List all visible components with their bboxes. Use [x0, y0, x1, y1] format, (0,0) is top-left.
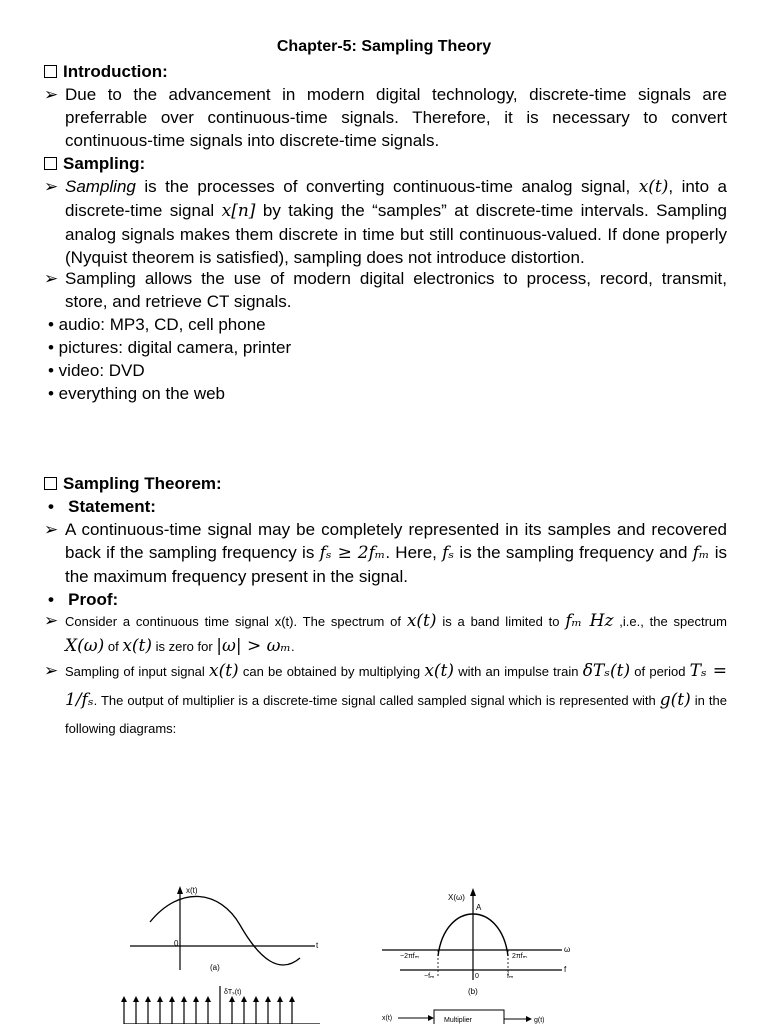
list-item: • pictures: digital camera, printer [48, 338, 292, 357]
sampling-text-1c: by taking the “samples” at discrete-time intervals. Sampling analog signals makes them discrete in time but still continuous-valued. If done properly (Nyquist theorem is satisfied), sampling does not introduce distortion. [65, 201, 727, 267]
arrowhead-icon [428, 1015, 434, 1021]
arrowhead-icon [193, 996, 199, 1002]
sampling-heading [44, 152, 145, 175]
arrow-bullet-icon: ➢ [44, 177, 59, 196]
theorem-heading-text: Sampling Theorem: [63, 474, 222, 493]
arrowhead-icon [169, 996, 175, 1002]
statement-text-b: . Here, [385, 543, 443, 562]
proof1-c: ,i.e., the spectrum [613, 614, 727, 629]
proof1-b: is a band limited to [436, 614, 566, 629]
figure-b-origin: 0 [475, 973, 479, 980]
proof-paragraph-1 [44, 609, 727, 659]
proof-text-2 [65, 657, 727, 743]
dot-bullet-icon: • [48, 497, 54, 516]
proof-label-text: Proof: [68, 590, 119, 609]
checkbox-bullet-icon [44, 477, 57, 490]
figure-b-f-label: f [564, 965, 567, 974]
arrowhead-icon [289, 996, 295, 1002]
math-nyquist: fₛ ≥ 2fₘ [319, 543, 386, 563]
proof-text-1 [65, 609, 727, 659]
arrow-bullet-icon: ➢ [44, 661, 59, 680]
proof2-f: in the following diagrams: [65, 693, 728, 736]
math-gt: g(t) [659, 690, 691, 710]
arrowhead-icon [229, 996, 235, 1002]
math-xt: x(t) [638, 177, 669, 197]
statement-text-d: is the maximum frequency present in the signal. [65, 543, 727, 586]
figure-d-output-label: g(t) [534, 1017, 545, 1024]
list-item: • video: DVD [48, 361, 145, 380]
arrowhead-icon [181, 996, 187, 1002]
sampling-diagrams [110, 880, 630, 1024]
introduction-heading-text: Introduction: [63, 62, 168, 81]
proof1-d: of [104, 639, 123, 654]
figure-a [130, 886, 319, 972]
figure-c-label: δTₛ(t) [224, 989, 242, 996]
statement-label [48, 495, 156, 518]
proof2-e: . The output of multiplier is a discrete-time signal called sampled signal which is represented with [93, 693, 660, 708]
figure-d-block-label: Multiplier [444, 1017, 473, 1024]
introduction-heading [44, 60, 168, 83]
math-omega-bound: |ω| > ωₘ [216, 636, 291, 656]
statement-text [65, 518, 727, 588]
arrow-bullet-icon: ➢ [44, 85, 59, 104]
math-xt: x(t) [209, 661, 239, 681]
math-xt: x(t) [122, 636, 152, 656]
list-item: • everything on the web [48, 384, 226, 403]
figure-b-left-label: −2πfₘ [400, 953, 420, 960]
statement-paragraph [44, 518, 727, 588]
sampling-text-1b: , into a discrete-time signal [65, 177, 727, 220]
arrowhead-icon [265, 996, 271, 1002]
proof2-d: of period [630, 664, 690, 679]
arrowhead-icon [133, 996, 139, 1002]
figure-a-waveform [150, 896, 300, 965]
figure-b-caption: (b) [468, 987, 478, 996]
proof-paragraph-2 [44, 657, 727, 741]
proof1-a: Consider a continuous time signal x(t). The spectrum of [65, 614, 407, 629]
proof1-f: . [290, 639, 295, 654]
proof1-e: is zero for [152, 639, 217, 654]
arrow-bullet-icon: ➢ [44, 520, 59, 539]
sampling-text-1 [65, 175, 727, 269]
arrowhead-icon [145, 996, 151, 1002]
figure-b-peak: A [476, 903, 482, 912]
math-xt: x(t) [424, 661, 455, 681]
proof2-a: Sampling of input signal [65, 664, 209, 679]
arrowhead-icon [253, 996, 259, 1002]
figure-b-right-label: 2πfₘ [512, 953, 528, 960]
math-period: Tₛ = 1/fₛ [65, 661, 727, 710]
arrowhead-icon [470, 888, 476, 896]
figure-b-ylabel: X(ω) [448, 893, 465, 902]
figure-b-fleft-label: −fₘ [424, 973, 435, 980]
arrowhead-icon [177, 886, 183, 894]
sampling-paragraph-1 [44, 175, 727, 267]
diagram-svg [110, 880, 630, 1024]
figure-c [121, 986, 320, 1024]
math-fm-hz: fₘ Hz [565, 611, 614, 631]
checkbox-bullet-icon [44, 65, 57, 78]
math-X-omega: X(ω) [65, 636, 105, 656]
arrowhead-icon [241, 996, 247, 1002]
introduction-text: Due to the advancement in modern digital technology, discrete-time signals are preferrable over continuous-time signals. Therefore, it is necessary to convert continuous-time signals into discrete-time signals. [65, 85, 727, 150]
page-title: Chapter-5: Sampling Theory [276, 38, 492, 55]
arrow-bullet-icon: ➢ [44, 269, 59, 288]
math-impulse-train: δTₛ(t) [582, 661, 631, 681]
introduction-paragraph [44, 83, 727, 153]
figure-b-fright-label: fₘ [507, 973, 514, 980]
proof2-b: can be obtained by multiplying [238, 664, 425, 679]
figure-d [382, 1010, 545, 1024]
list-item: • audio: MP3, CD, cell phone [48, 315, 266, 334]
theorem-heading [44, 472, 222, 495]
arrowhead-icon [526, 1016, 532, 1022]
sampling-text-1a: is the processes of converting continuous-time analog signal, [135, 177, 639, 196]
math-xt: x(t) [406, 611, 437, 631]
sampling-paragraph-2 [44, 267, 727, 313]
sampling-text-2: Sampling allows the use of modern digital electronics to process, record, transmit, store, and retrieve CT signals. [65, 269, 727, 311]
proof2-c: with an impulse train [454, 664, 583, 679]
figure-b [382, 888, 570, 996]
sampling-emphasis: Sampling [65, 177, 136, 196]
dot-bullet-icon: • [48, 590, 54, 609]
arrowhead-icon [205, 996, 211, 1002]
statement-label-text: Statement: [68, 497, 156, 516]
figure-a-ylabel: x(t) [186, 886, 198, 895]
sampling-heading-text: Sampling: [63, 154, 146, 173]
arrowhead-icon [121, 996, 127, 1002]
figure-a-caption: (a) [210, 963, 220, 972]
statement-text-c: is the sampling frequency and [454, 543, 693, 562]
math-fm: fₘ [692, 543, 710, 563]
arrowhead-icon [277, 996, 283, 1002]
math-xn: x[n] [221, 201, 256, 221]
proof-label [48, 588, 118, 611]
arrow-bullet-icon: ➢ [44, 611, 59, 630]
math-fs: fₛ [442, 543, 455, 563]
figure-d-input-label: x(t) [382, 1015, 393, 1022]
figure-a-origin: 0 [174, 939, 179, 948]
figure-a-xlabel: t [316, 941, 319, 950]
figure-b-omega-label: ω [564, 945, 571, 954]
checkbox-bullet-icon [44, 157, 57, 170]
arrowhead-icon [157, 996, 163, 1002]
statement-text-a: A continuous-time signal may be completely represented in its samples and recovered back if the sampling frequency is [65, 520, 727, 562]
